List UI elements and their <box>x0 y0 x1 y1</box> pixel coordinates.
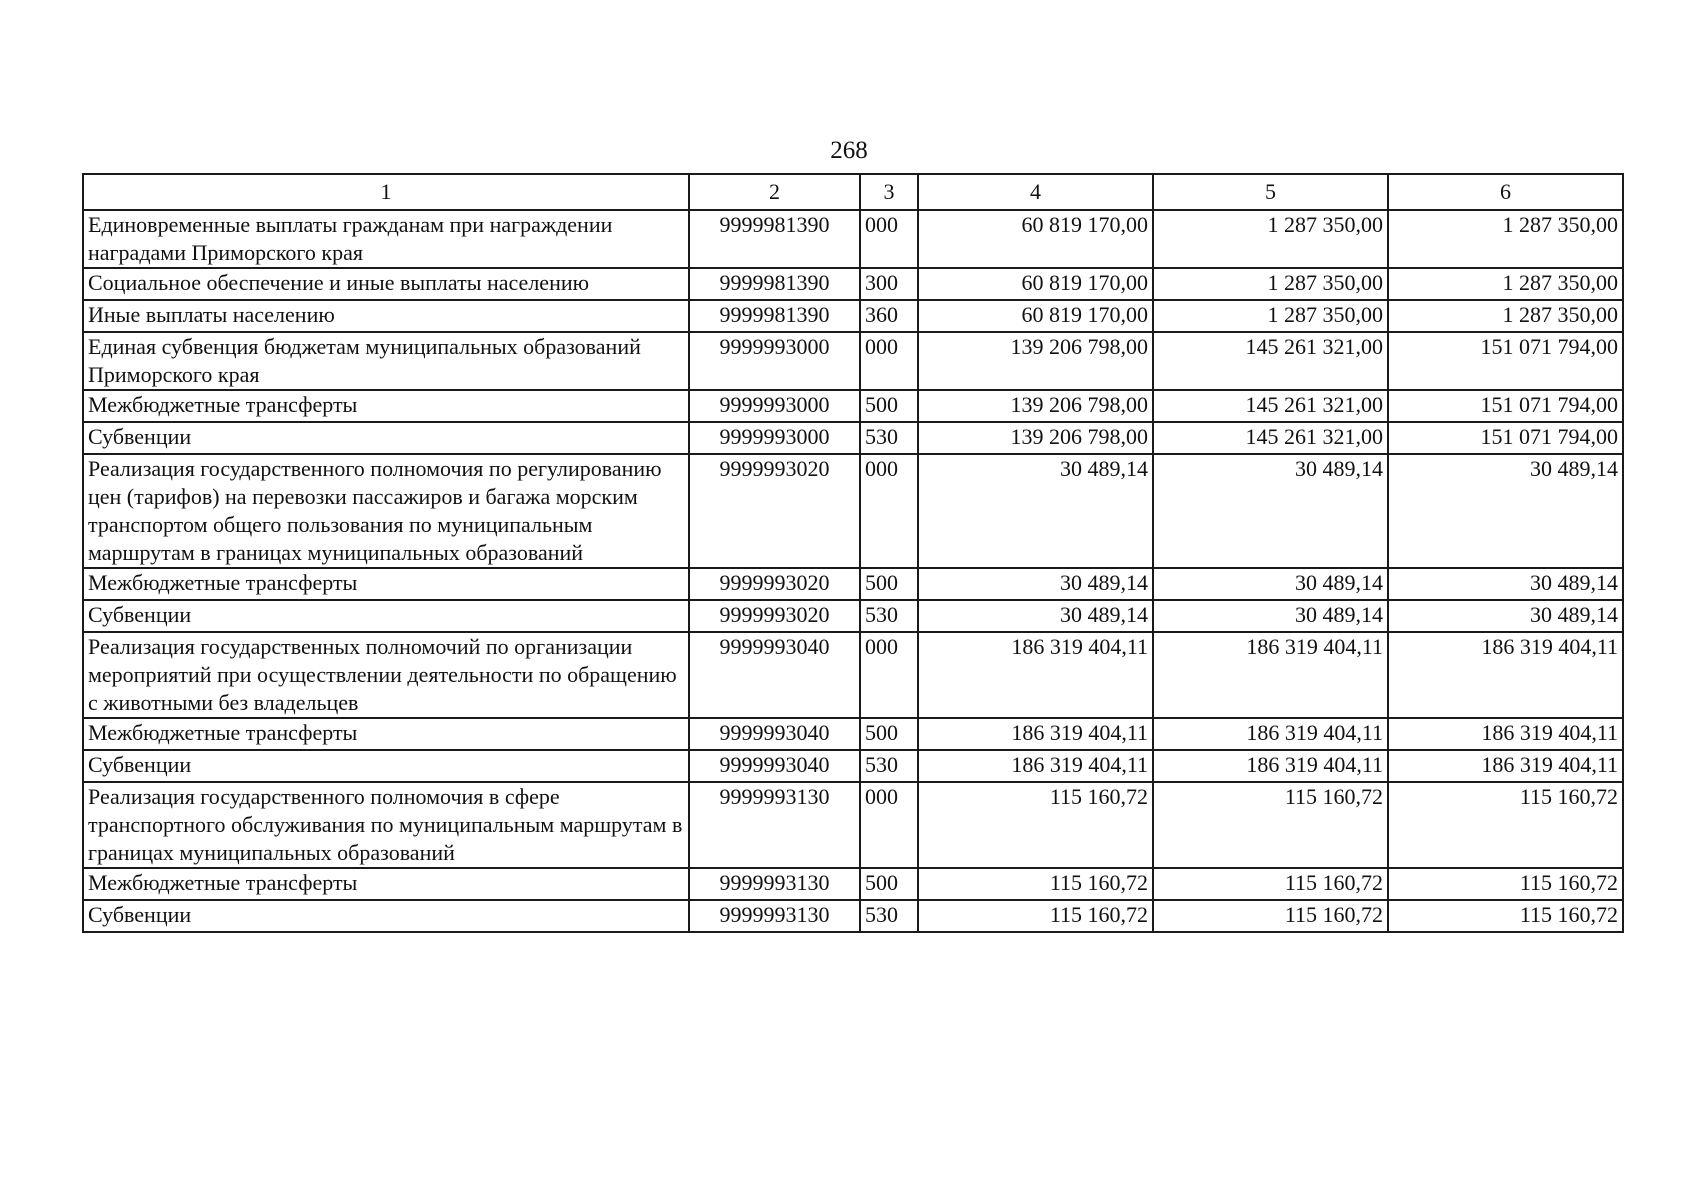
row-value-col5: 30 489,14 <box>1153 600 1388 632</box>
budget-table <box>82 173 1624 933</box>
row-value-col4: 115 160,72 <box>918 900 1153 932</box>
row-value-col4: 115 160,72 <box>918 868 1153 900</box>
table-header <box>83 174 1623 210</box>
table-row <box>83 454 1623 568</box>
header-col-1: 1 <box>83 174 689 210</box>
row-value-col5: 186 319 404,11 <box>1153 750 1388 782</box>
row-expense-type: 530 <box>860 600 918 632</box>
row-value-col6: 1 287 350,00 <box>1388 210 1623 268</box>
table-row <box>83 422 1623 454</box>
row-expense-type: 530 <box>860 422 918 454</box>
row-code: 9999993000 <box>689 332 860 390</box>
row-value-col4: 186 319 404,11 <box>918 632 1153 718</box>
row-code: 9999993000 <box>689 390 860 422</box>
row-value-col5: 30 489,14 <box>1153 568 1388 600</box>
row-expense-type: 000 <box>860 454 918 568</box>
table-row <box>83 868 1623 900</box>
row-value-col4: 186 319 404,11 <box>918 750 1153 782</box>
row-value-col6: 115 160,72 <box>1388 782 1623 868</box>
row-value-col4: 60 819 170,00 <box>918 300 1153 332</box>
row-name: Межбюджетные трансферты <box>83 868 689 900</box>
row-expense-type: 500 <box>860 718 918 750</box>
row-code: 9999993040 <box>689 718 860 750</box>
row-value-col5: 1 287 350,00 <box>1153 300 1388 332</box>
header-row <box>83 174 1623 210</box>
row-value-col6: 1 287 350,00 <box>1388 268 1623 300</box>
row-expense-type: 000 <box>860 782 918 868</box>
table-row <box>83 782 1623 868</box>
row-value-col4: 60 819 170,00 <box>918 210 1153 268</box>
header-col-2: 2 <box>689 174 860 210</box>
table-row <box>83 568 1623 600</box>
row-value-col6: 115 160,72 <box>1388 900 1623 932</box>
table-row <box>83 750 1623 782</box>
row-value-col6: 151 071 794,00 <box>1388 390 1623 422</box>
row-code: 9999993040 <box>689 632 860 718</box>
row-code: 9999993020 <box>689 568 860 600</box>
row-expense-type: 530 <box>860 900 918 932</box>
row-name: Социальное обеспечение и иные выплаты населению <box>83 268 689 300</box>
table-row <box>83 390 1623 422</box>
row-expense-type: 500 <box>860 868 918 900</box>
table-row <box>83 900 1623 932</box>
row-name: Субвенции <box>83 750 689 782</box>
row-name: Реализация государственных полномочий по организации мероприятий при осуществлении деятельности по обращению с животными без владельцев <box>83 632 689 718</box>
header-col-5: 5 <box>1153 174 1388 210</box>
row-expense-type: 300 <box>860 268 918 300</box>
row-value-col6: 30 489,14 <box>1388 568 1623 600</box>
table-row <box>83 332 1623 390</box>
row-value-col6: 30 489,14 <box>1388 600 1623 632</box>
row-value-col4: 186 319 404,11 <box>918 718 1153 750</box>
row-value-col6: 30 489,14 <box>1388 454 1623 568</box>
row-code: 9999993000 <box>689 422 860 454</box>
row-value-col5: 145 261 321,00 <box>1153 332 1388 390</box>
row-code: 9999993130 <box>689 782 860 868</box>
row-name: Субвенции <box>83 600 689 632</box>
row-value-col4: 139 206 798,00 <box>918 422 1153 454</box>
row-value-col5: 145 261 321,00 <box>1153 422 1388 454</box>
row-name: Реализация государственного полномочия в сфере транспортного обслуживания по муниципальным маршрутам в границах муниципальных образований <box>83 782 689 868</box>
row-value-col5: 186 319 404,11 <box>1153 632 1388 718</box>
row-name: Межбюджетные трансферты <box>83 718 689 750</box>
table-row <box>83 300 1623 332</box>
row-value-col6: 1 287 350,00 <box>1388 300 1623 332</box>
row-name: Иные выплаты населению <box>83 300 689 332</box>
row-code: 9999981390 <box>689 210 860 268</box>
row-expense-type: 500 <box>860 390 918 422</box>
row-name: Субвенции <box>83 900 689 932</box>
row-code: 9999993020 <box>689 600 860 632</box>
row-value-col5: 1 287 350,00 <box>1153 268 1388 300</box>
row-code: 9999993130 <box>689 900 860 932</box>
row-value-col4: 30 489,14 <box>918 568 1153 600</box>
row-value-col4: 139 206 798,00 <box>918 332 1153 390</box>
header-col-3: 3 <box>860 174 918 210</box>
table-row <box>83 632 1623 718</box>
row-name: Межбюджетные трансферты <box>83 390 689 422</box>
row-value-col5: 30 489,14 <box>1153 454 1388 568</box>
table-body <box>83 210 1623 932</box>
row-name: Реализация государственного полномочия по регулированию цен (тарифов) на перевозки пассажиров и багажа морским транспортом общего пользования по муниципальным маршрутам в границах муниципальных образований <box>83 454 689 568</box>
row-expense-type: 000 <box>860 632 918 718</box>
row-expense-type: 000 <box>860 332 918 390</box>
row-value-col5: 115 160,72 <box>1153 900 1388 932</box>
row-value-col4: 139 206 798,00 <box>918 390 1153 422</box>
row-value-col4: 30 489,14 <box>918 454 1153 568</box>
row-value-col5: 115 160,72 <box>1153 782 1388 868</box>
row-value-col6: 186 319 404,11 <box>1388 718 1623 750</box>
row-value-col5: 145 261 321,00 <box>1153 390 1388 422</box>
row-code: 9999993020 <box>689 454 860 568</box>
row-value-col4: 30 489,14 <box>918 600 1153 632</box>
row-value-col5: 1 287 350,00 <box>1153 210 1388 268</box>
page-number: 268 <box>830 137 868 164</box>
row-code: 9999993040 <box>689 750 860 782</box>
header-col-6: 6 <box>1388 174 1623 210</box>
row-expense-type: 500 <box>860 568 918 600</box>
row-value-col4: 115 160,72 <box>918 782 1153 868</box>
row-value-col6: 115 160,72 <box>1388 868 1623 900</box>
row-value-col6: 186 319 404,11 <box>1388 632 1623 718</box>
row-value-col6: 151 071 794,00 <box>1388 422 1623 454</box>
row-code: 9999981390 <box>689 268 860 300</box>
row-name: Субвенции <box>83 422 689 454</box>
row-expense-type: 360 <box>860 300 918 332</box>
row-value-col5: 115 160,72 <box>1153 868 1388 900</box>
row-value-col6: 186 319 404,11 <box>1388 750 1623 782</box>
header-col-4: 4 <box>918 174 1153 210</box>
row-expense-type: 000 <box>860 210 918 268</box>
row-value-col5: 186 319 404,11 <box>1153 718 1388 750</box>
table-row <box>83 718 1623 750</box>
row-name: Единовременные выплаты гражданам при награждении наградами Приморского края <box>83 210 689 268</box>
row-name: Единая субвенция бюджетам муниципальных образований Приморского края <box>83 332 689 390</box>
row-value-col4: 60 819 170,00 <box>918 268 1153 300</box>
table-row <box>83 268 1623 300</box>
row-expense-type: 530 <box>860 750 918 782</box>
table-row <box>83 600 1623 632</box>
row-value-col6: 151 071 794,00 <box>1388 332 1623 390</box>
row-name: Межбюджетные трансферты <box>83 568 689 600</box>
table-row <box>83 210 1623 268</box>
row-code: 9999981390 <box>689 300 860 332</box>
row-code: 9999993130 <box>689 868 860 900</box>
